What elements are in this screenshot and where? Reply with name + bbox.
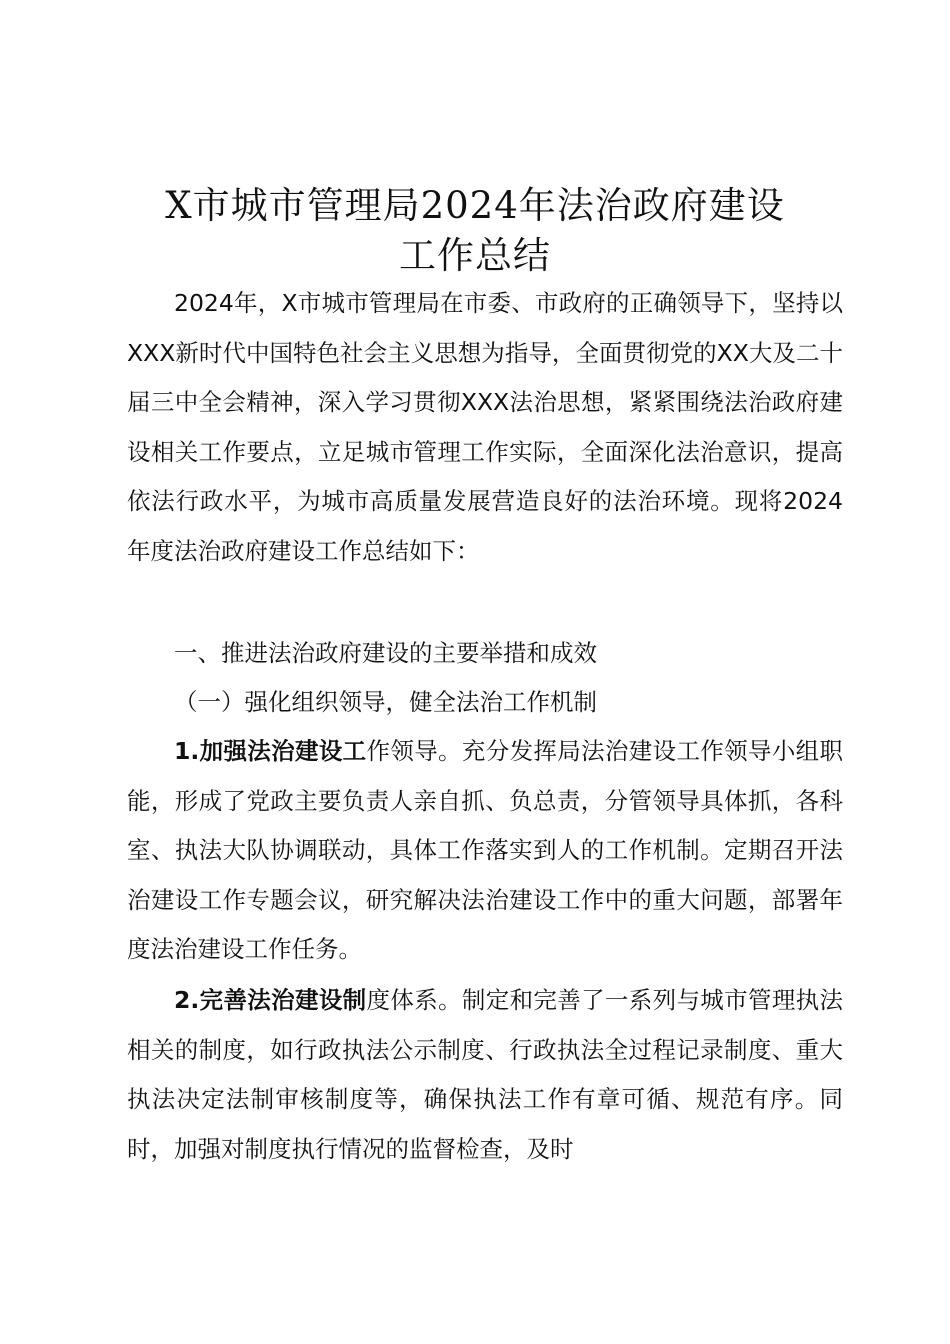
subsection-heading-1: （一）强化组织领导，健全法治工作机制 — [174, 688, 597, 716]
paragraph-1 — [127, 727, 843, 975]
intro-paragraph: 2024年，X市城市管理局在市委、市政府的正确领导下，坚持以XXX新时代中国特色社会主义思想为指导，全面贯彻党的XX大及二十届三中全会精神，深入学习贯彻XXX法治思想，紧紧围绕法治政府建设相关工作要点，立足城市管理工作实际，全面深化法治意识，提高依法行政水平，为城市高质量发展营造良好的法治环境。现将2024年度法治政府建设工作总结如下： — [127, 289, 843, 565]
paragraph-2-body: 度体系。制定和完善了一系列与城市管理执法相关的制度，如行政执法公示制度、行政执法全过程记录制度、重大执法决定法制审核制度等，确保执法工作有章可循、规范有序。同时，加强对制度执行情况的监督检查，及时 — [127, 986, 844, 1163]
document-title-line-2: 工作总结 — [399, 234, 551, 277]
paragraph-1-body: 作领导。充分发挥局法治建设工作领导小组职能，形成了党政主要负责人亲自抓、负总责，分管领导具体抓，各科室、执法大队协调联动，具体工作落实到人的工作机制。定期召开法治建设工作专题会议，研究解决法治建设工作中的重大问题，部署年度法治建设工作任务。 — [127, 737, 844, 964]
paragraph-1-lead: 1.加强法治建设工 — [174, 737, 367, 765]
paragraph-2 — [127, 976, 843, 1174]
section-heading-1: 一、推进法治政府建设的主要举措和成效 — [174, 639, 597, 667]
document-title-line-1: X市城市管理局2024年法治政府建设 — [165, 184, 785, 227]
paragraph-2-lead: 2.完善法治建设制 — [174, 986, 367, 1014]
